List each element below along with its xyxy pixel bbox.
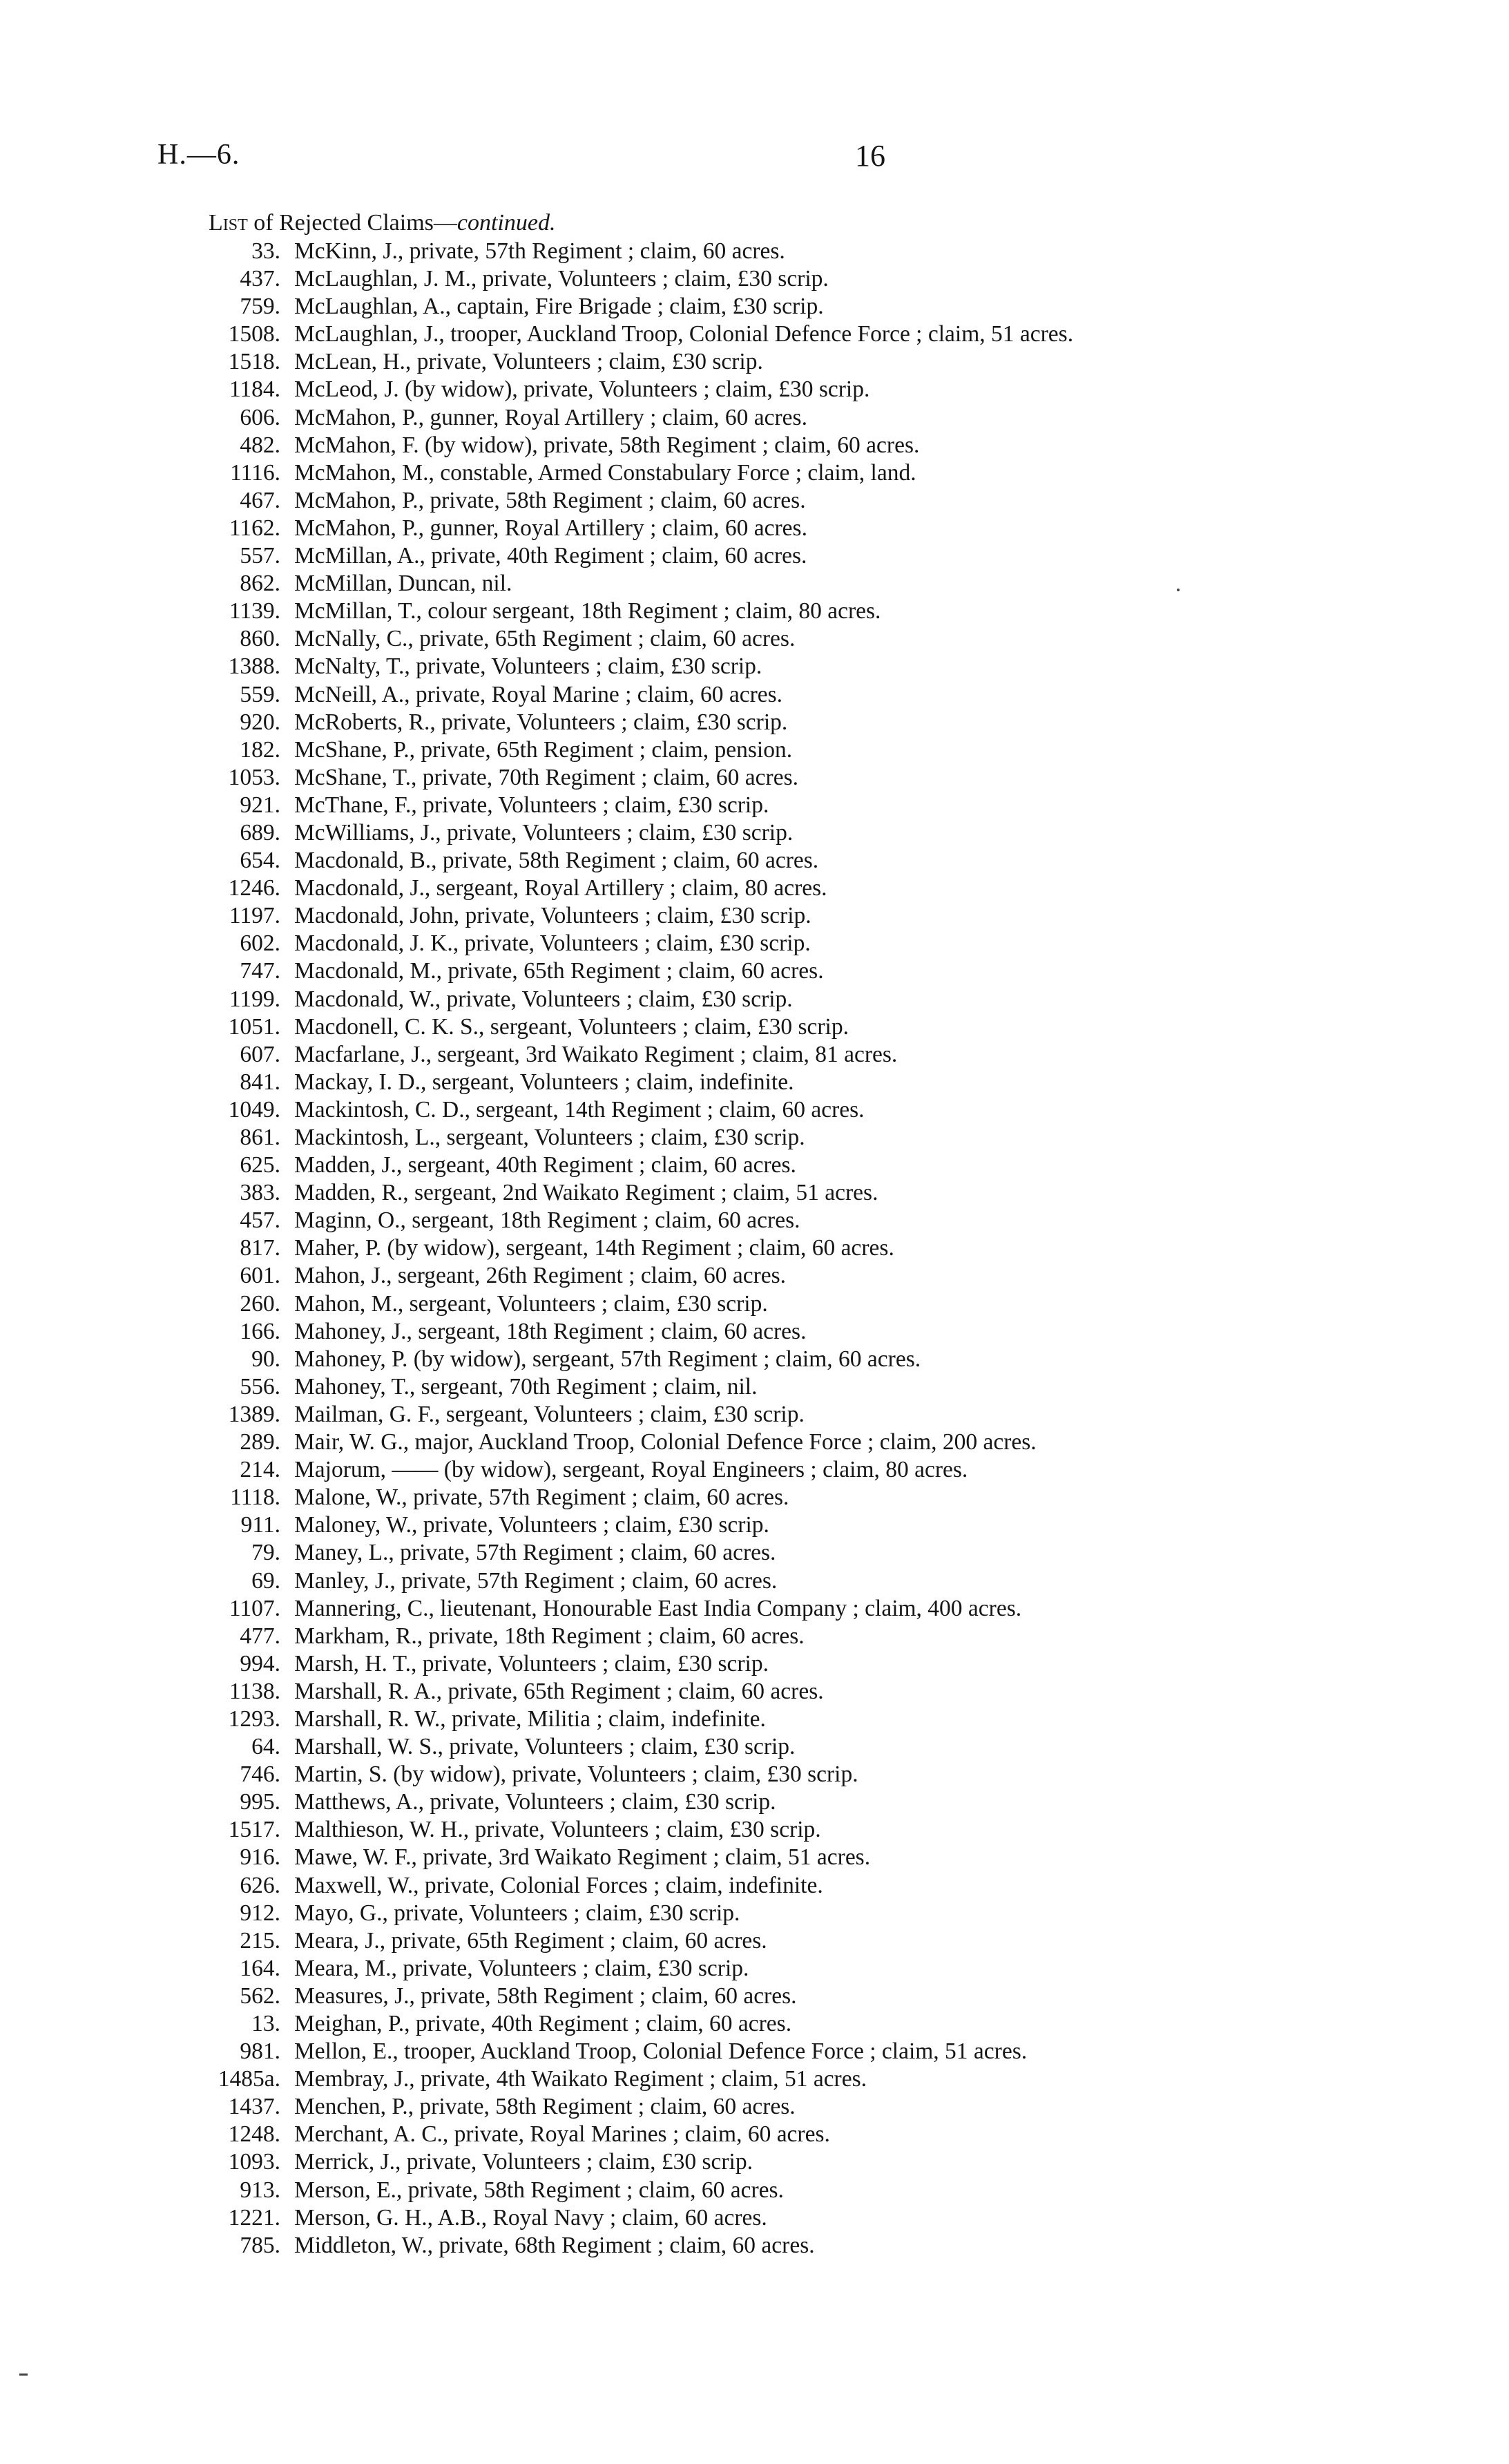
claim-entry (138, 902, 1450, 930)
claim-number: 1485a. (218, 2066, 280, 2092)
claim-entry (138, 1124, 1450, 1152)
claim-number: 1184. (229, 376, 280, 403)
claim-number: 1246. (228, 875, 280, 901)
claim-entry (138, 957, 1450, 985)
claim-entry (138, 2148, 1450, 2176)
claim-text: Membray, J., private, 4th Waikato Regiment ; claim, 51 acres. (294, 2066, 867, 2092)
claim-entry (138, 1595, 1450, 1623)
claim-text: Mackintosh, L., sergeant, Volunteers ; claim, £30 scrip. (294, 1125, 805, 1150)
claim-entry (138, 1623, 1450, 1650)
claim-number: 164. (240, 1955, 280, 1981)
claim-text: McLean, H., private, Volunteers ; claim, £30 scrip. (294, 349, 763, 375)
claim-entry (138, 1733, 1450, 1761)
claim-text: Mellon, E., trooper, Auckland Troop, Colonial Defence Force ; claim, 51 acres. (294, 2038, 1028, 2065)
claim-text: McMahon, F. (by widow), private, 58th Regiment ; claim, 60 acres. (294, 432, 920, 458)
claim-entry (138, 1927, 1450, 1955)
claim-entry (138, 930, 1450, 957)
claim-text: Markham, R., private, 18th Regiment ; claim, 60 acres. (294, 1623, 805, 1649)
claim-entry (138, 1069, 1450, 1096)
claim-entry (138, 432, 1450, 459)
claim-entry (138, 2177, 1450, 2204)
stray-dot-mark (1177, 589, 1180, 591)
claim-number: 289. (240, 1429, 280, 1455)
claim-number: 215. (240, 1927, 280, 1954)
claim-entry (138, 1844, 1450, 1871)
claim-text: Mahoney, P. (by widow), sergeant, 57th Regiment ; claim, 60 acres. (294, 1346, 921, 1372)
claim-number: 1116. (230, 459, 280, 486)
claim-text: Macdonald, J. K., private, Volunteers ; claim, £30 scrip. (294, 930, 811, 957)
claim-number: 1093. (228, 2149, 280, 2175)
claim-number: 1138. (229, 1678, 280, 1704)
claim-entry (138, 265, 1450, 293)
claim-text: Merson, G. H., A.B., Royal Navy ; claim, 60 acres. (294, 2204, 767, 2231)
claim-number: 260. (240, 1290, 280, 1317)
claim-text: McWilliams, J., private, Volunteers ; claim, £30 scrip. (294, 819, 794, 846)
claim-text: Macdonald, W., private, Volunteers ; claim, £30 scrip. (294, 986, 793, 1012)
claim-entry (138, 1955, 1450, 1983)
claim-text: Matthews, A., private, Volunteers ; claim, £30 scrip. (294, 1789, 776, 1815)
page-header (157, 138, 1359, 187)
claim-entry (138, 792, 1450, 819)
claim-entry (138, 1373, 1450, 1401)
list-subtitle (209, 210, 555, 236)
claim-text: Marshall, W. S., private, Volunteers ; claim, £30 scrip. (294, 1734, 796, 1760)
claim-text: Macdonald, B., private, 58th Regiment ; claim, 60 acres. (294, 848, 819, 874)
claim-number: 33. (251, 238, 280, 264)
claim-text: Marsh, H. T., private, Volunteers ; claim, £30 scrip. (294, 1650, 769, 1677)
claim-number: 90. (251, 1346, 280, 1372)
claim-entry (138, 1706, 1450, 1733)
claim-entry (138, 709, 1450, 736)
claim-number: 860. (240, 626, 280, 652)
claim-number: 994. (240, 1650, 280, 1677)
claim-entry (138, 1290, 1450, 1318)
claim-entry (138, 764, 1450, 792)
claim-entry (138, 1539, 1450, 1567)
claim-number: 817. (240, 1235, 280, 1261)
claim-number: 383. (240, 1180, 280, 1206)
claim-text: Mailman, G. F., sergeant, Volunteers ; claim, £30 scrip. (294, 1401, 805, 1427)
claim-number: 747. (240, 958, 280, 984)
claim-number: 1118. (230, 1484, 280, 1511)
claim-entry (138, 875, 1450, 902)
claim-text: McMillan, T., colour sergeant, 18th Regiment ; claim, 80 acres. (294, 598, 881, 624)
claim-number: 654. (240, 848, 280, 874)
claim-number: 626. (240, 1872, 280, 1898)
claim-number: 981. (240, 2038, 280, 2065)
claim-text: Mannering, C., lieutenant, Honourable East India Company ; claim, 400 acres. (294, 1595, 1022, 1621)
claim-text: Mahoney, J., sergeant, 18th Regiment ; claim, 60 acres. (294, 1318, 807, 1344)
claim-entry (138, 238, 1450, 265)
claim-text: Mawe, W. F., private, 3rd Waikato Regiment ; claim, 51 acres. (294, 1844, 871, 1871)
claim-number: 1162. (229, 515, 280, 541)
claim-number: 214. (240, 1457, 280, 1483)
claim-entry (138, 1983, 1450, 2010)
claim-text: McMillan, A., private, 40th Regiment ; claim, 60 acres. (294, 543, 807, 569)
claim-text: McLaughlan, J. M., private, Volunteers ; claim, £30 scrip. (294, 266, 829, 292)
claim-number: 862. (240, 571, 280, 597)
claim-entry (138, 1429, 1450, 1456)
claim-number: 861. (240, 1125, 280, 1150)
claim-text: McKinn, J., private, 57th Regiment ; claim, 60 acres. (294, 238, 785, 264)
claim-entry (138, 1041, 1450, 1069)
claim-entry (138, 1179, 1450, 1207)
claim-text: McShane, P., private, 65th Regiment ; claim, pension. (294, 736, 793, 763)
claim-text: McNalty, T., private, Volunteers ; claim, £30 scrip. (294, 653, 762, 680)
claim-text: Mahoney, T., sergeant, 70th Regiment ; claim, nil. (294, 1373, 758, 1400)
claim-entry (138, 459, 1450, 487)
claim-text: Mahon, M., sergeant, Volunteers ; claim, £30 scrip. (294, 1290, 768, 1317)
claim-number: 841. (240, 1069, 280, 1095)
claim-entry (138, 1346, 1450, 1373)
claim-entry (138, 1678, 1450, 1706)
claim-entry (138, 1567, 1450, 1595)
claim-number: 1389. (228, 1401, 280, 1427)
claim-text: Macdonell, C. K. S., sergeant, Volunteers ; claim, £30 scrip. (294, 1013, 849, 1040)
claim-text: Merrick, J., private, Volunteers ; claim, £30 scrip. (294, 2149, 753, 2175)
claim-text: Marshall, R. W., private, Militia ; claim, indefinite. (294, 1706, 766, 1732)
page-number: 16 (855, 139, 885, 173)
claim-entry (138, 1761, 1450, 1788)
subtitle-suffix: continued. (456, 210, 556, 236)
claim-text: McLaughlan, A., captain, Fire Brigade ; claim, £30 scrip. (294, 294, 824, 320)
claim-text: Mair, W. G., major, Auckland Troop, Colonial Defence Force ; claim, 200 acres. (294, 1429, 1037, 1455)
claim-entry (138, 487, 1450, 515)
claim-number: 1518. (228, 349, 280, 375)
claim-entry (138, 681, 1450, 709)
claim-entry (138, 2204, 1450, 2232)
claim-entry (138, 736, 1450, 764)
claim-text: Majorum, —— (by widow), sergeant, Royal Engineers ; claim, 80 acres. (294, 1457, 968, 1483)
claim-number: 166. (240, 1318, 280, 1344)
claim-text: Maher, P. (by widow), sergeant, 14th Regiment ; claim, 60 acres. (294, 1235, 894, 1261)
claim-text: McMahon, P., gunner, Royal Artillery ; claim, 60 acres. (294, 515, 807, 541)
claim-entry (138, 1511, 1450, 1539)
claim-entry (138, 2038, 1450, 2065)
claim-number: 64. (251, 1734, 280, 1760)
document-reference: H.—6. (157, 139, 240, 171)
claim-text: Middleton, W., private, 68th Regiment ; claim, 60 acres. (294, 2232, 815, 2258)
claim-text: Measures, J., private, 58th Regiment ; claim, 60 acres. (294, 1983, 797, 2009)
claim-number: 1388. (228, 653, 280, 680)
claim-text: Menchen, P., private, 58th Regiment ; claim, 60 acres. (294, 2094, 796, 2120)
claim-text: Merson, E., private, 58th Regiment ; claim, 60 acres. (294, 2177, 784, 2203)
claim-number: 625. (240, 1152, 280, 1178)
claim-number: 437. (240, 266, 280, 292)
claim-text: Mackintosh, C. D., sergeant, 14th Regiment ; claim, 60 acres. (294, 1096, 865, 1123)
claim-entry (138, 1152, 1450, 1179)
claim-entry (138, 1816, 1450, 1844)
claim-entry (138, 625, 1450, 653)
claim-text: McMahon, M., constable, Armed Constabulary Force ; claim, land. (294, 459, 916, 486)
claim-number: 601. (240, 1263, 280, 1289)
claim-text: Maney, L., private, 57th Regiment ; claim, 60 acres. (294, 1540, 776, 1566)
claim-number: 785. (240, 2232, 280, 2258)
claim-text: Mahon, J., sergeant, 26th Regiment ; claim, 60 acres. (294, 1263, 787, 1289)
rejected-claims-list (138, 238, 1450, 2260)
claim-text: Malthieson, W. H., private, Volunteers ; claim, £30 scrip. (294, 1817, 821, 1843)
claim-number: 562. (240, 1983, 280, 2009)
claim-text: Martin, S. (by widow), private, Volunteers ; claim, £30 scrip. (294, 1761, 858, 1788)
claim-text: Madden, J., sergeant, 40th Regiment ; claim, 60 acres. (294, 1152, 796, 1178)
claim-text: Madden, R., sergeant, 2nd Waikato Regiment ; claim, 51 acres. (294, 1180, 878, 1206)
claim-number: 1197. (229, 903, 280, 929)
claim-number: 482. (240, 432, 280, 458)
claim-number: 69. (251, 1567, 280, 1594)
claim-entry (138, 1872, 1450, 1900)
claim-entry (138, 1318, 1450, 1346)
claim-number: 1248. (228, 2121, 280, 2148)
claim-number: 556. (240, 1373, 280, 1400)
claim-entry (138, 348, 1450, 376)
claim-text: McMillan, Duncan, nil. (294, 571, 512, 597)
claim-entry (138, 2232, 1450, 2260)
claim-entry (138, 1900, 1450, 1927)
claim-text: Meara, J., private, 65th Regiment ; claim, 60 acres. (294, 1927, 767, 1954)
claim-number: 746. (240, 1761, 280, 1788)
claim-text: McMahon, P., gunner, Royal Artillery ; claim, 60 acres. (294, 404, 807, 430)
claim-entry (138, 515, 1450, 542)
claim-text: Maloney, W., private, Volunteers ; claim, £30 scrip. (294, 1512, 769, 1538)
claim-number: 13. (251, 2011, 280, 2036)
claim-number: 916. (240, 1844, 280, 1871)
claim-text: Malone, W., private, 57th Regiment ; claim, 60 acres. (294, 1484, 789, 1511)
claim-text: Marshall, R. A., private, 65th Regiment ; claim, 60 acres. (294, 1678, 824, 1704)
claim-entry (138, 321, 1450, 348)
claim-text: McNeill, A., private, Royal Marine ; claim, 60 acres. (294, 681, 783, 707)
claim-text: Mackay, I. D., sergeant, Volunteers ; claim, indefinite. (294, 1069, 794, 1095)
claim-text: McLaughlan, J., trooper, Auckland Troop, Colonial Defence Force ; claim, 51 acres. (294, 321, 1074, 347)
claim-entry (138, 542, 1450, 570)
claim-entry (138, 1234, 1450, 1262)
claim-number: 1051. (228, 1013, 280, 1040)
claim-entry (138, 376, 1450, 403)
claim-text: McMahon, P., private, 58th Regiment ; claim, 60 acres. (294, 487, 806, 513)
claim-number: 759. (240, 294, 280, 320)
claim-number: 1437. (228, 2094, 280, 2120)
subtitle-prefix: List (209, 210, 248, 236)
claim-text: McRoberts, R., private, Volunteers ; claim, £30 scrip. (294, 709, 788, 735)
claim-text: Mayo, G., private, Volunteers ; claim, £30 scrip. (294, 1900, 740, 1926)
claim-number: 995. (240, 1789, 280, 1815)
claim-text: Manley, J., private, 57th Regiment ; claim, 60 acres. (294, 1567, 778, 1594)
claim-text: Meighan, P., private, 40th Regiment ; claim, 60 acres. (294, 2011, 792, 2036)
claim-number: 1508. (228, 321, 280, 347)
claim-entry (138, 1650, 1450, 1678)
claim-number: 182. (240, 736, 280, 763)
claim-number: 559. (240, 681, 280, 707)
claim-entry (138, 986, 1450, 1013)
claim-entry (138, 293, 1450, 321)
claim-number: 921. (240, 792, 280, 818)
claim-text: Maginn, O., sergeant, 18th Regiment ; claim, 60 acres. (294, 1207, 800, 1234)
claim-number: 1049. (228, 1096, 280, 1123)
claim-number: 1107. (229, 1595, 280, 1621)
claim-number: 1517. (228, 1817, 280, 1843)
claim-text: McShane, T., private, 70th Regiment ; claim, 60 acres. (294, 764, 798, 790)
claim-number: 1293. (228, 1706, 280, 1732)
claim-entry (138, 847, 1450, 875)
claim-text: Macdonald, M., private, 65th Regiment ; claim, 60 acres. (294, 958, 824, 984)
claim-number: 912. (240, 1900, 280, 1926)
claim-entry (138, 598, 1450, 625)
claim-text: Macdonald, John, private, Volunteers ; claim, £30 scrip. (294, 903, 811, 929)
claim-entry (138, 2065, 1450, 2093)
claim-text: Macdonald, J., sergeant, Royal Artillery ; claim, 80 acres. (294, 875, 827, 901)
subtitle-middle: of Rejected Claims— (247, 210, 457, 236)
claim-text: Merchant, A. C., private, Royal Marines ; claim, 60 acres. (294, 2121, 830, 2148)
claim-entry (138, 2093, 1450, 2121)
claim-text: McLeod, J. (by widow), private, Volunteers ; claim, £30 scrip. (294, 376, 870, 403)
claim-entry (138, 1207, 1450, 1234)
claim-entry (138, 1788, 1450, 1816)
claim-text: Maxwell, W., private, Colonial Forces ; claim, indefinite. (294, 1872, 823, 1898)
claim-number: 477. (240, 1623, 280, 1649)
claim-number: 79. (251, 1540, 280, 1566)
claim-number: 1199. (229, 986, 280, 1012)
claim-number: 689. (240, 819, 280, 846)
claim-entry (138, 653, 1450, 680)
claim-number: 606. (240, 404, 280, 430)
claim-entry (138, 2010, 1450, 2038)
claim-number: 557. (240, 543, 280, 569)
claim-entry (138, 819, 1450, 847)
claim-number: 1053. (228, 764, 280, 790)
claim-number: 457. (240, 1207, 280, 1234)
claim-number: 913. (240, 2177, 280, 2203)
claim-number: 911. (240, 1512, 280, 1538)
claim-number: 1139. (229, 598, 280, 624)
claim-entry (138, 1013, 1450, 1041)
claim-entry (138, 1096, 1450, 1124)
claim-number: 467. (240, 487, 280, 513)
claim-entry (138, 2121, 1450, 2148)
claim-entry (138, 1262, 1450, 1290)
claim-entry (138, 1456, 1450, 1484)
claim-number: 602. (240, 930, 280, 957)
claim-number: 1221. (228, 2204, 280, 2231)
claim-text: McNally, C., private, 65th Regiment ; claim, 60 acres. (294, 626, 796, 652)
claim-entry (138, 1401, 1450, 1429)
margin-dash-mark (19, 2374, 28, 2376)
claim-entry (138, 404, 1450, 432)
claim-number: 607. (240, 1041, 280, 1067)
claim-text: McThane, F., private, Volunteers ; claim, £30 scrip. (294, 792, 769, 818)
claim-text: Meara, M., private, Volunteers ; claim, £30 scrip. (294, 1955, 749, 1981)
claim-text: Macfarlane, J., sergeant, 3rd Waikato Regiment ; claim, 81 acres. (294, 1041, 898, 1067)
claim-entry (138, 570, 1450, 598)
claim-number: 920. (240, 709, 280, 735)
claim-entry (138, 1484, 1450, 1511)
